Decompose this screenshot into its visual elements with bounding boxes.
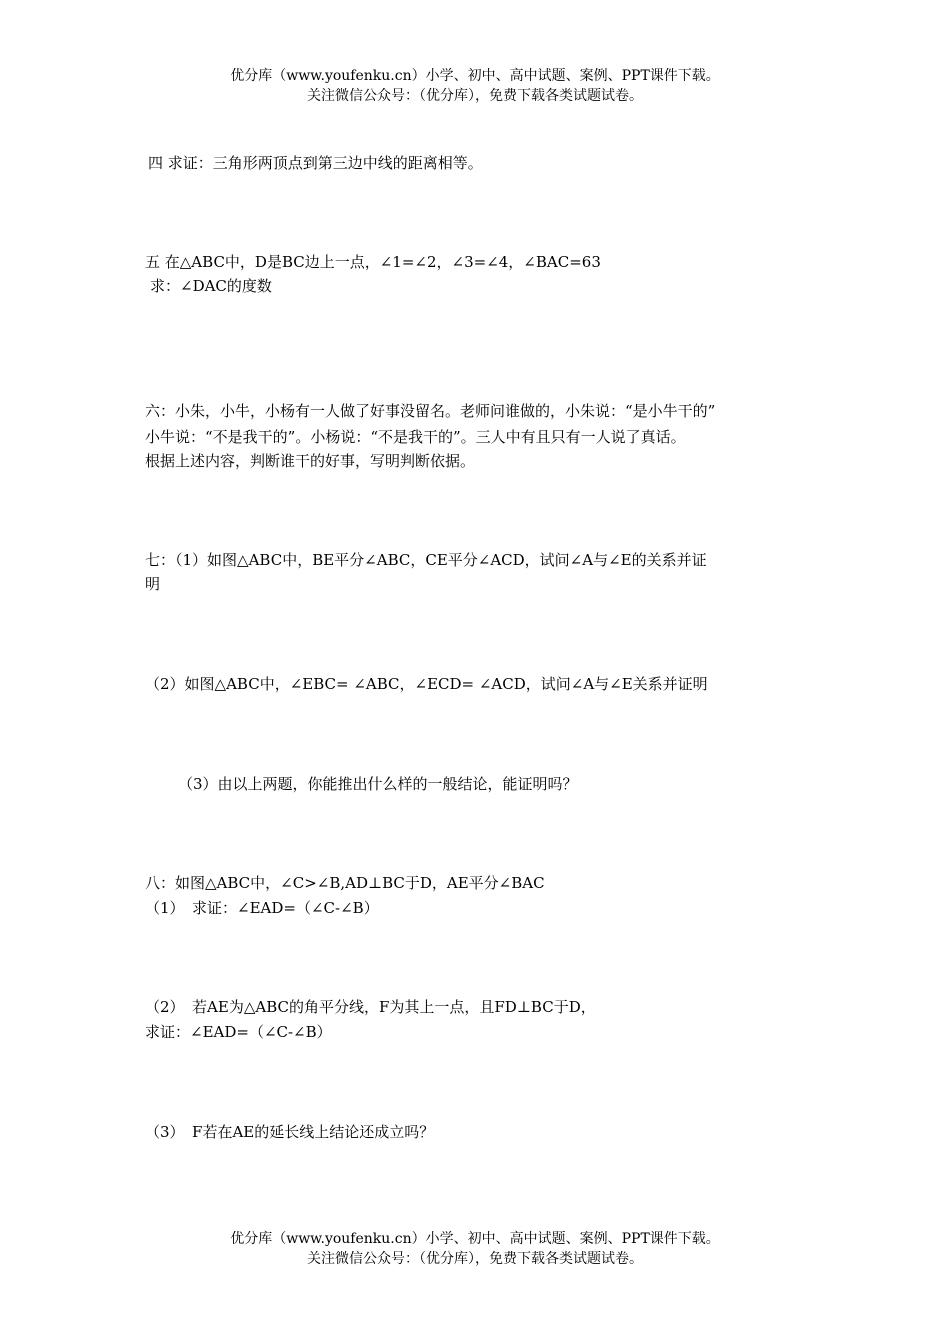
header-line-2: 关注微信公众号：（优分库），免费下载各类试题试卷。 — [307, 88, 643, 104]
question-6-line-3: 根据上述内容，判断谁干的好事，写明判断依据。 — [145, 452, 476, 470]
question-8-line-1: 八：如图△ABC中，∠C>∠B,AD⊥BC于D，AE平分∠BAC — [145, 874, 545, 892]
footer-line-1: 优分库（www.youfenku.cn）小学、初中、高中试题、案例、PPT课件下载。 — [230, 1231, 720, 1247]
question-7-part-1-line-2: 明 — [145, 575, 161, 593]
question-4: 四 求证：三角形两顶点到第三边中线的距离相等。 — [148, 154, 483, 172]
question-7-part-3: （3）由以上两题，你能推出什么样的一般结论，能证明吗？ — [178, 775, 578, 793]
question-8-part-2-line-2: 求证：∠EAD=（∠C-∠B） — [145, 1023, 332, 1041]
question-8-part-2-line-1: （2） 若AE为△ABC的角平分线，F为其上一点，且FD⊥BC于D， — [145, 998, 596, 1016]
question-6-line-1: 六：小朱，小牛，小杨有一人做了好事没留名。老师问谁做的，小朱说：“是小牛干的” — [145, 402, 716, 420]
question-5-line-1: 五 在△ABC中，D是BC边上一点，∠1=∠2，∠3=∠4，∠BAC=63 — [145, 253, 601, 271]
question-6-line-2: 小牛说：“不是我干的”。小杨说：“不是我干的”。三人中有且只有一人说了真话。 — [145, 428, 686, 446]
question-5-line-2: 求：∠DAC的度数 — [150, 277, 272, 295]
footer-line-2: 关注微信公众号：（优分库），免费下载各类试题试卷。 — [307, 1251, 643, 1267]
header-line-1: 优分库（www.youfenku.cn）小学、初中、高中试题、案例、PPT课件下载。 — [230, 68, 720, 84]
question-8-part-3: （3） F若在AE的延长线上结论还成立吗？ — [145, 1123, 435, 1141]
question-7-part-2: （2）如图△ABC中，∠EBC= ∠ABC，∠ECD= ∠ACD，试问∠A与∠E关系并证明 — [145, 675, 708, 693]
question-7-part-1-line-1: 七：（1）如图△ABC中，BE平分∠ABC，CE平分∠ACD，试问∠A与∠E的关系并证 — [145, 551, 707, 569]
question-8-part-1: （1） 求证：∠EAD=（∠C-∠B） — [145, 899, 379, 917]
